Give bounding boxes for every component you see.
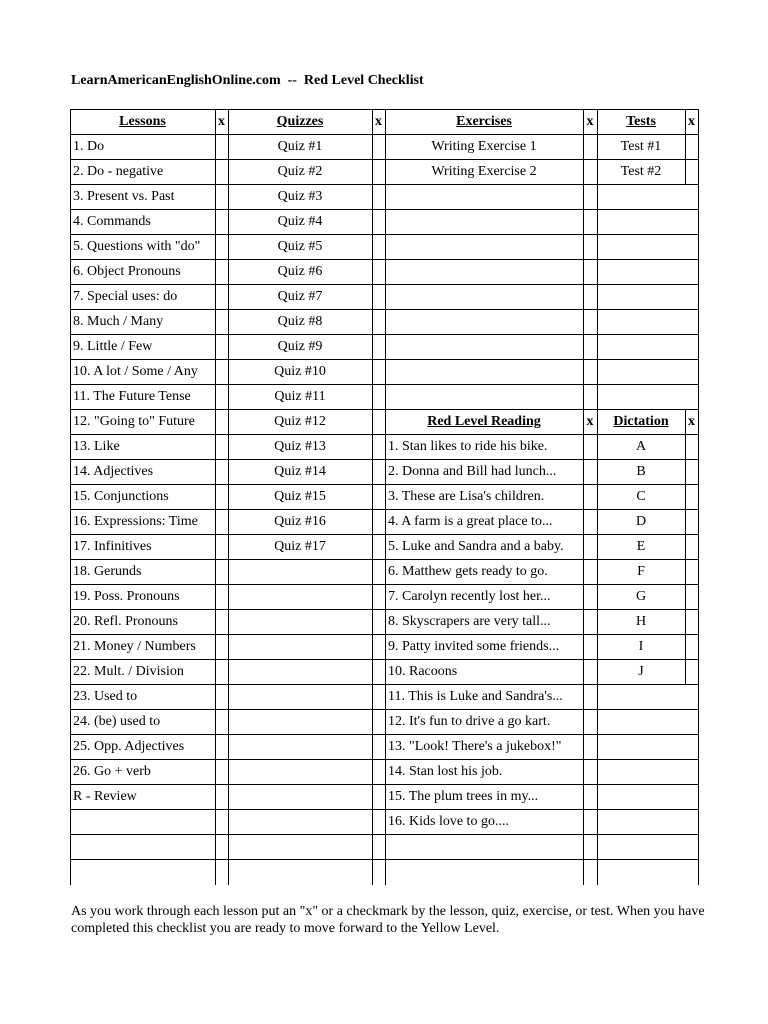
reading-item: 6. Matthew gets ready to go.	[388, 564, 548, 579]
exercise-item: Writing Exercise 2	[431, 164, 537, 179]
quiz-item: Quiz #10	[274, 364, 326, 379]
dictation-checkbox[interactable]	[685, 534, 698, 559]
quiz-checkbox[interactable]	[372, 234, 385, 259]
quiz-item: Quiz #16	[274, 514, 326, 529]
lesson-item: 9. Little / Few	[73, 339, 153, 354]
quiz-checkbox[interactable]	[372, 459, 385, 484]
quiz-checkbox[interactable]	[372, 534, 385, 559]
reading-item: 14. Stan lost his job.	[388, 764, 503, 779]
quiz-item: Quiz #5	[277, 239, 323, 254]
quiz-item: Quiz #2	[277, 164, 323, 179]
grid-hline	[385, 259, 698, 260]
reading-item: 5. Luke and Sandra and a baby.	[388, 539, 564, 554]
lesson-checkbox[interactable]	[215, 309, 228, 334]
lesson-checkbox[interactable]	[215, 384, 228, 409]
quiz-checkbox[interactable]	[372, 334, 385, 359]
reading-checkbox[interactable]	[583, 509, 597, 534]
dictation-item: E	[636, 539, 646, 554]
quiz-checkbox[interactable]	[372, 484, 385, 509]
reading-checkbox[interactable]	[583, 434, 597, 459]
reading-item: 7. Carolyn recently lost her...	[388, 589, 551, 604]
lesson-checkbox[interactable]	[215, 709, 228, 734]
quiz-item: Quiz #1	[277, 139, 323, 154]
header-quizzes: Quizzes	[276, 114, 324, 129]
lesson-checkbox[interactable]	[215, 609, 228, 634]
reading-checkbox[interactable]	[583, 734, 597, 759]
test-checkbox[interactable]	[685, 159, 698, 184]
checklist-table	[70, 109, 698, 885]
dictation-checkbox[interactable]	[685, 609, 698, 634]
header-tests: Tests	[626, 114, 656, 129]
quiz-checkbox[interactable]	[372, 134, 385, 159]
lesson-checkbox[interactable]	[215, 484, 228, 509]
lesson-item: 10. A lot / Some / Any	[73, 364, 198, 379]
dictation-checkbox[interactable]	[685, 484, 698, 509]
lesson-item: 14. Adjectives	[73, 464, 154, 479]
reading-checkbox[interactable]	[583, 759, 597, 784]
reading-item: 9. Patty invited some friends...	[388, 639, 560, 654]
reading-checkbox[interactable]	[583, 634, 597, 659]
grid-hline	[385, 409, 698, 410]
reading-item: 15. The plum trees in my...	[388, 789, 539, 804]
reading-item: 10. Racoons	[388, 664, 458, 679]
grid-hline	[385, 384, 698, 385]
dictation-checkbox[interactable]	[685, 509, 698, 534]
dictation-checkbox[interactable]	[685, 659, 698, 684]
grid-hline	[385, 359, 698, 360]
dictation-item: A	[635, 439, 647, 454]
lesson-item: 22. Mult. / Division	[73, 664, 184, 679]
lesson-checkbox[interactable]	[215, 359, 228, 384]
dictation-checkbox[interactable]	[685, 559, 698, 584]
lesson-item: 15. Conjunctions	[73, 489, 169, 504]
quiz-item: Quiz #7	[277, 289, 323, 304]
dictation-checkbox[interactable]	[685, 584, 698, 609]
instructions-note: As you work through each lesson put an "x" or a checkmark by the lesson, quiz, exercise, or test. When you have completed this checklist you are ready to move forward to the Yellow Level.	[71, 904, 705, 936]
lesson-item: 25. Opp. Adjectives	[73, 739, 185, 754]
reading-checkbox[interactable]	[583, 484, 597, 509]
dictation-item: J	[638, 664, 644, 679]
grid-hline	[70, 834, 385, 835]
dictation-checkbox[interactable]	[685, 634, 698, 659]
quiz-item: Quiz #6	[277, 264, 323, 279]
quiz-checkbox[interactable]	[372, 184, 385, 209]
reading-item: 2. Donna and Bill had lunch...	[388, 464, 557, 479]
header-lessons: Lessons	[119, 114, 166, 129]
quiz-checkbox[interactable]	[372, 509, 385, 534]
quiz-checkbox[interactable]	[372, 434, 385, 459]
lesson-checkbox[interactable]	[215, 534, 228, 559]
lesson-item: R - Review	[73, 789, 137, 804]
header-dictation: Dictation	[613, 414, 669, 429]
grid-hline	[385, 284, 698, 285]
quiz-checkbox[interactable]	[372, 259, 385, 284]
grid-hline	[70, 859, 385, 860]
header-reading: Red Level Reading	[427, 414, 541, 429]
lesson-item: 21. Money / Numbers	[73, 639, 196, 654]
header-dictation-check: x	[688, 414, 695, 429]
quiz-item: Quiz #8	[277, 314, 323, 329]
header-exercises-check: x	[586, 114, 594, 129]
quiz-checkbox[interactable]	[372, 309, 385, 334]
grid-hline	[385, 859, 698, 860]
quiz-item: Quiz #9	[277, 339, 323, 354]
dictation-item: H	[635, 614, 647, 629]
lesson-item: 4. Commands	[73, 214, 151, 229]
dictation-item: B	[636, 464, 646, 479]
quiz-item: Quiz #13	[274, 439, 326, 454]
reading-checkbox[interactable]	[583, 709, 597, 734]
reading-checkbox[interactable]	[583, 809, 597, 834]
lesson-checkbox[interactable]	[215, 584, 228, 609]
quiz-checkbox[interactable]	[372, 409, 385, 434]
lesson-item: 26. Go + verb	[73, 764, 151, 779]
quiz-item: Quiz #3	[277, 189, 323, 204]
reading-checkbox[interactable]	[583, 459, 597, 484]
lesson-item: 11. The Future Tense	[73, 389, 191, 404]
lesson-item: 24. (be) used to	[73, 714, 161, 729]
dictation-item: G	[635, 589, 647, 604]
lesson-item: 13. Like	[73, 439, 120, 454]
exercise-checkbox[interactable]	[583, 159, 597, 184]
grid-hline	[385, 209, 698, 210]
dictation-checkbox[interactable]	[685, 459, 698, 484]
grid-hline	[385, 334, 698, 335]
lesson-checkbox[interactable]	[215, 259, 228, 284]
dictation-item: I	[638, 639, 644, 654]
lesson-checkbox[interactable]	[215, 409, 228, 434]
reading-checkbox[interactable]	[583, 659, 597, 684]
grid-hline	[385, 184, 698, 185]
lesson-checkbox[interactable]	[215, 509, 228, 534]
lesson-item: 12. "Going to" Future	[73, 414, 195, 429]
quiz-checkbox[interactable]	[372, 359, 385, 384]
lesson-checkbox[interactable]	[215, 134, 228, 159]
test-item: Test #1	[620, 139, 662, 154]
quiz-checkbox[interactable]	[372, 159, 385, 184]
reading-item: 8. Skyscrapers are very tall...	[388, 614, 551, 629]
lesson-checkbox[interactable]	[215, 284, 228, 309]
exercise-item: Writing Exercise 1	[431, 139, 537, 154]
test-item: Test #2	[620, 164, 662, 179]
page-title: LearnAmericanEnglishOnline.com -- Red Level Checklist	[71, 73, 424, 88]
lesson-item: 5. Questions with "do"	[73, 239, 201, 254]
quiz-checkbox[interactable]	[372, 209, 385, 234]
reading-checkbox[interactable]	[583, 609, 597, 634]
quiz-item: Quiz #12	[274, 414, 326, 429]
lesson-checkbox[interactable]	[215, 759, 228, 784]
lesson-item: 6. Object Pronouns	[73, 264, 181, 279]
quiz-checkbox[interactable]	[372, 384, 385, 409]
lesson-checkbox[interactable]	[215, 659, 228, 684]
header-lessons-check: x	[218, 114, 225, 129]
grid-hline	[385, 834, 698, 835]
lesson-checkbox[interactable]	[215, 684, 228, 709]
lesson-checkbox[interactable]	[215, 184, 228, 209]
quiz-item: Quiz #4	[277, 214, 323, 229]
reading-checkbox[interactable]	[583, 784, 597, 809]
lesson-item: 17. Infinitives	[73, 539, 152, 554]
quiz-item: Quiz #14	[274, 464, 326, 479]
lesson-item: 7. Special uses: do	[73, 289, 178, 304]
quiz-item: Quiz #11	[274, 389, 326, 404]
header-exercises: Exercises	[456, 114, 512, 129]
lesson-checkbox[interactable]	[215, 784, 228, 809]
lesson-item: 20. Refl. Pronouns	[73, 614, 178, 629]
dictation-item: D	[635, 514, 647, 529]
lesson-item: 18. Gerunds	[73, 564, 142, 579]
quiz-item: Quiz #17	[274, 539, 326, 554]
lesson-checkbox[interactable]	[215, 634, 228, 659]
lesson-checkbox[interactable]	[215, 159, 228, 184]
grid-vline	[698, 109, 699, 885]
lesson-checkbox[interactable]	[215, 334, 228, 359]
reading-checkbox[interactable]	[583, 584, 597, 609]
lesson-checkbox[interactable]	[215, 209, 228, 234]
reading-checkbox[interactable]	[583, 684, 597, 709]
lesson-checkbox[interactable]	[215, 559, 228, 584]
lesson-checkbox[interactable]	[215, 434, 228, 459]
header-quizzes-check: x	[375, 114, 382, 129]
reading-item: 13. "Look! There's a jukebox!"	[388, 739, 562, 754]
reading-item: 11. This is Luke and Sandra's...	[388, 689, 563, 704]
header-reading-check: x	[586, 414, 594, 429]
lesson-checkbox[interactable]	[215, 459, 228, 484]
lesson-item: 3. Present vs. Past	[73, 189, 175, 204]
quiz-checkbox[interactable]	[372, 284, 385, 309]
grid-hline	[385, 234, 698, 235]
exercise-checkbox[interactable]	[583, 134, 597, 159]
lesson-item: 8. Much / Many	[73, 314, 164, 329]
dictation-item: F	[637, 564, 645, 579]
lesson-item: 1. Do	[73, 139, 105, 154]
header-tests-check: x	[688, 114, 695, 129]
dictation-item: C	[636, 489, 646, 504]
grid-hline	[70, 109, 698, 110]
lesson-item: 19. Poss. Pronouns	[73, 589, 180, 604]
lesson-item: 2. Do - negative	[73, 164, 164, 179]
reading-item: 4. A farm is a great place to...	[388, 514, 553, 529]
lesson-checkbox[interactable]	[215, 734, 228, 759]
reading-item: 16. Kids love to go....	[388, 814, 509, 829]
reading-item: 1. Stan likes to ride his bike.	[388, 439, 548, 454]
dictation-checkbox[interactable]	[685, 434, 698, 459]
lesson-item: 16. Expressions: Time	[73, 514, 198, 529]
reading-checkbox[interactable]	[583, 559, 597, 584]
reading-checkbox[interactable]	[583, 534, 597, 559]
lesson-item: 23. Used to	[73, 689, 138, 704]
grid-hline	[385, 309, 698, 310]
quiz-item: Quiz #15	[274, 489, 326, 504]
reading-item: 12. It's fun to drive a go kart.	[388, 714, 551, 729]
grid-hline	[70, 809, 385, 810]
test-checkbox[interactable]	[685, 134, 698, 159]
reading-item: 3. These are Lisa's children.	[388, 489, 545, 504]
lesson-checkbox[interactable]	[215, 234, 228, 259]
